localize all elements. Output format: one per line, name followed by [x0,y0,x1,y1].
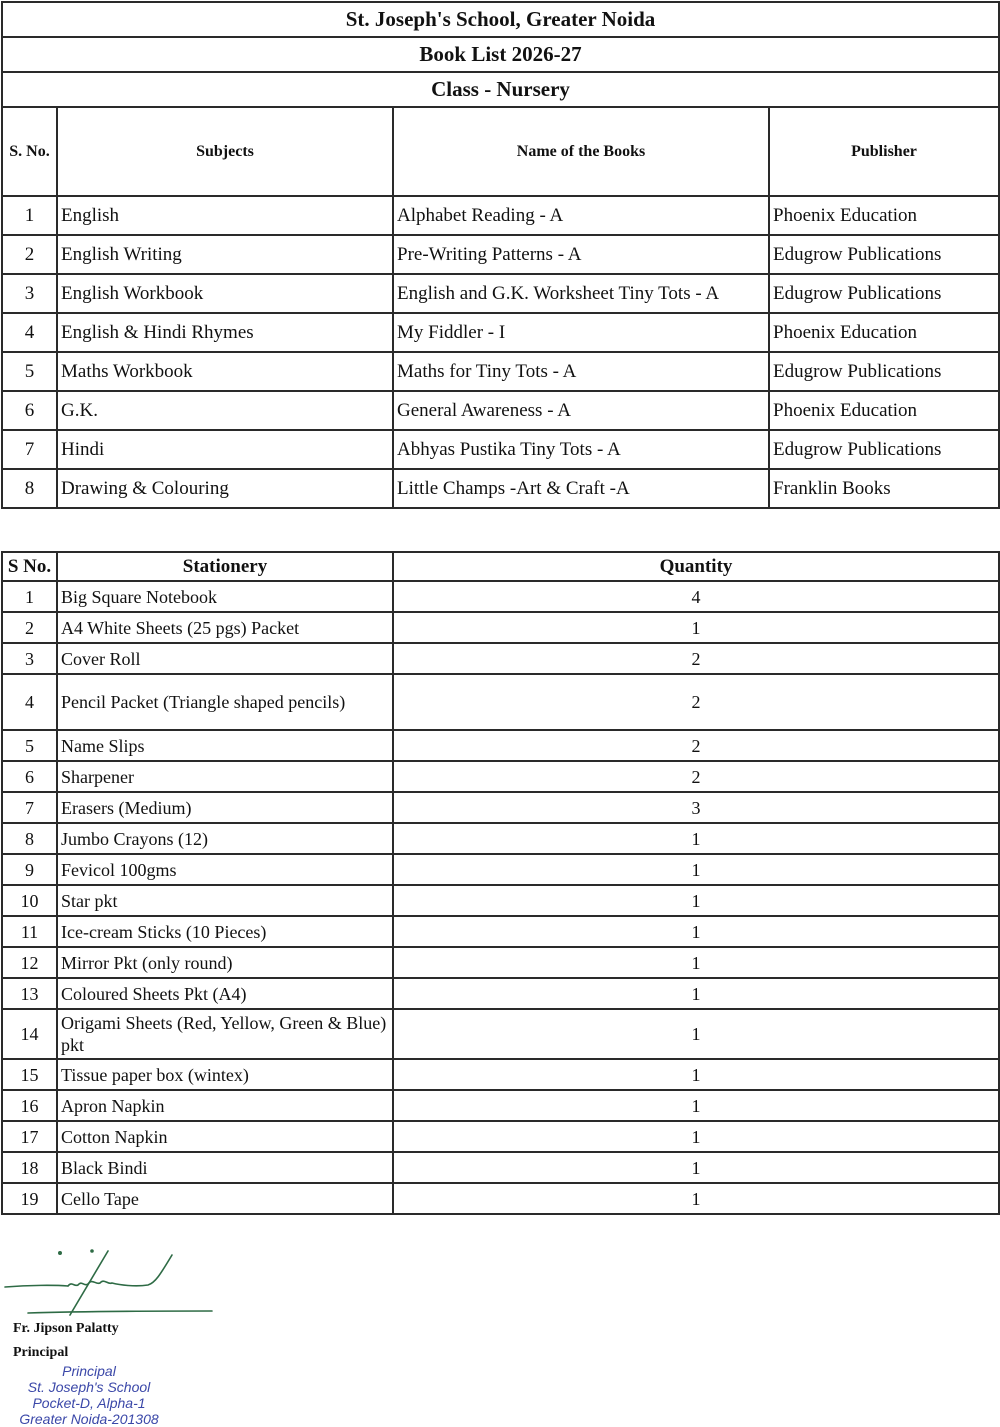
principal-role: Principal [13,1345,69,1360]
stationery-row [2,1152,999,1183]
class-title: Class - Nursery [2,72,999,107]
stationery-sno: 7 [2,792,57,823]
stationery-quantity: 1 [393,1090,999,1121]
stationery-item: Black Bindi [57,1152,393,1183]
book-row [2,235,999,274]
school-stamp [0,1363,178,1427]
stationery-row [2,581,999,612]
stamp-line: St. Joseph's School [27,1379,151,1395]
column-header-subjects: Subjects [57,107,393,196]
stationery-item: Fevicol 100gms [57,854,393,885]
stationery-quantity: 2 [393,643,999,674]
stamp-line: Pocket-D, Alpha-1 [32,1395,146,1411]
stationery-sno: 10 [2,885,57,916]
book-sno: 5 [2,352,57,391]
book-subject: English Writing [57,235,393,274]
stationery-sno: 1 [2,581,57,612]
stationery-quantity: 2 [393,761,999,792]
stationery-quantity: 1 [393,1152,999,1183]
stationery-row [2,1090,999,1121]
book-sno: 6 [2,391,57,430]
stationery-quantity: 2 [393,730,999,761]
book-subject: Maths Workbook [57,352,393,391]
book-list-table [1,1,1000,509]
stationery-row [2,612,999,643]
book-publisher: Edugrow Publications [769,430,999,469]
book-publisher: Franklin Books [769,469,999,508]
stationery-quantity: 1 [393,1183,999,1214]
stationery-quantity: 1 [393,947,999,978]
stationery-row [2,730,999,761]
stamp-line: Principal [62,1363,116,1379]
stationery-sno: 18 [2,1152,57,1183]
stationery-item: Sharpener [57,761,393,792]
stationery-item: A4 White Sheets (25 pgs) Packet [57,612,393,643]
book-name: English and G.K. Worksheet Tiny Tots - A [393,274,769,313]
book-sno: 7 [2,430,57,469]
signature-icon [0,1245,260,1325]
stationery-quantity: 1 [393,612,999,643]
stationery-item: Cover Roll [57,643,393,674]
stationery-sno: 17 [2,1121,57,1152]
book-publisher: Edugrow Publications [769,274,999,313]
stationery-quantity: 1 [393,1009,999,1059]
book-list-title: Book List 2026-27 [2,37,999,72]
stationery-item: Tissue paper box (wintex) [57,1059,393,1090]
column-header-publisher: Publisher [769,107,999,196]
stationery-row [2,792,999,823]
stationery-quantity: 1 [393,823,999,854]
stationery-row [2,674,999,730]
book-name: Alphabet Reading - A [393,196,769,235]
stationery-sno: 12 [2,947,57,978]
stationery-quantity: 1 [393,885,999,916]
book-name: Maths for Tiny Tots - A [393,352,769,391]
stationery-sno: 19 [2,1183,57,1214]
column-header-sno: S. No. [2,107,57,196]
stationery-row [2,947,999,978]
stationery-item: Name Slips [57,730,393,761]
book-subject: Drawing & Colouring [57,469,393,508]
book-subject: English & Hindi Rhymes [57,313,393,352]
stationery-item: Origami Sheets (Red, Yellow, Green & Blue) pkt [57,1009,393,1059]
stationery-sno: 16 [2,1090,57,1121]
stationery-row [2,761,999,792]
stationery-quantity: 1 [393,978,999,1009]
column-header-books: Name of the Books [393,107,769,196]
book-publisher: Edugrow Publications [769,352,999,391]
stationery-sno: 8 [2,823,57,854]
book-subject: English [57,196,393,235]
book-sno: 1 [2,196,57,235]
book-row [2,274,999,313]
book-publisher: Phoenix Education [769,313,999,352]
stamp-line: Greater Noida-201308 [19,1411,159,1427]
stationery-sno: 6 [2,761,57,792]
book-row [2,430,999,469]
stationery-row [2,885,999,916]
stationery-item: Ice-cream Sticks (10 Pieces) [57,916,393,947]
stationery-quantity: 4 [393,581,999,612]
stationery-row [2,823,999,854]
stationery-quantity: 1 [393,854,999,885]
stationery-sno: 14 [2,1009,57,1059]
book-subject: G.K. [57,391,393,430]
book-sno: 3 [2,274,57,313]
book-subject: English Workbook [57,274,393,313]
book-subject: Hindi [57,430,393,469]
stationery-row [2,1183,999,1214]
school-name: St. Joseph's School, Greater Noida [2,2,999,37]
stationery-item: Jumbo Crayons (12) [57,823,393,854]
book-publisher: Phoenix Education [769,391,999,430]
book-sno: 8 [2,469,57,508]
stationery-row [2,978,999,1009]
stationery-item: Cotton Napkin [57,1121,393,1152]
stationery-sno: 15 [2,1059,57,1090]
stationery-row [2,643,999,674]
stationery-quantity: 1 [393,916,999,947]
book-row [2,313,999,352]
book-publisher: Edugrow Publications [769,235,999,274]
book-sno: 2 [2,235,57,274]
signature-block [0,1245,260,1427]
book-sno: 4 [2,313,57,352]
stationery-item: Pencil Packet (Triangle shaped pencils) [57,674,393,730]
stationery-sno: 3 [2,643,57,674]
book-row [2,391,999,430]
book-name: General Awareness - A [393,391,769,430]
stationery-table [1,551,1000,1215]
stationery-item: Apron Napkin [57,1090,393,1121]
stationery-quantity: 1 [393,1121,999,1152]
stationery-quantity: 2 [393,674,999,730]
stationery-item: Star pkt [57,885,393,916]
stationery-item: Cello Tape [57,1183,393,1214]
stationery-row [2,916,999,947]
stationery-row [2,854,999,885]
book-name: Pre-Writing Patterns - A [393,235,769,274]
stationery-sno: 4 [2,674,57,730]
stationery-item: Big Square Notebook [57,581,393,612]
stationery-row [2,1059,999,1090]
book-publisher: Phoenix Education [769,196,999,235]
stationery-sno: 11 [2,916,57,947]
stationery-quantity: 3 [393,792,999,823]
stationery-sno: 9 [2,854,57,885]
stationery-quantity: 1 [393,1059,999,1090]
stationery-item: Mirror Pkt (only round) [57,947,393,978]
book-row [2,469,999,508]
stationery-item: Coloured Sheets Pkt (A4) [57,978,393,1009]
column-header-quantity: Quantity [393,552,999,581]
column-header-stationery: Stationery [57,552,393,581]
book-name: Little Champs -Art & Craft -A [393,469,769,508]
column-header-sno: S No. [2,552,57,581]
stationery-sno: 2 [2,612,57,643]
stationery-item: Erasers (Medium) [57,792,393,823]
stationery-sno: 13 [2,978,57,1009]
stationery-sno: 5 [2,730,57,761]
book-row [2,196,999,235]
principal-name: Fr. Jipson Palatty [13,1321,119,1336]
stationery-row [2,1121,999,1152]
stationery-row [2,1009,999,1059]
book-row [2,352,999,391]
book-name: My Fiddler - I [393,313,769,352]
book-name: Abhyas Pustika Tiny Tots - A [393,430,769,469]
